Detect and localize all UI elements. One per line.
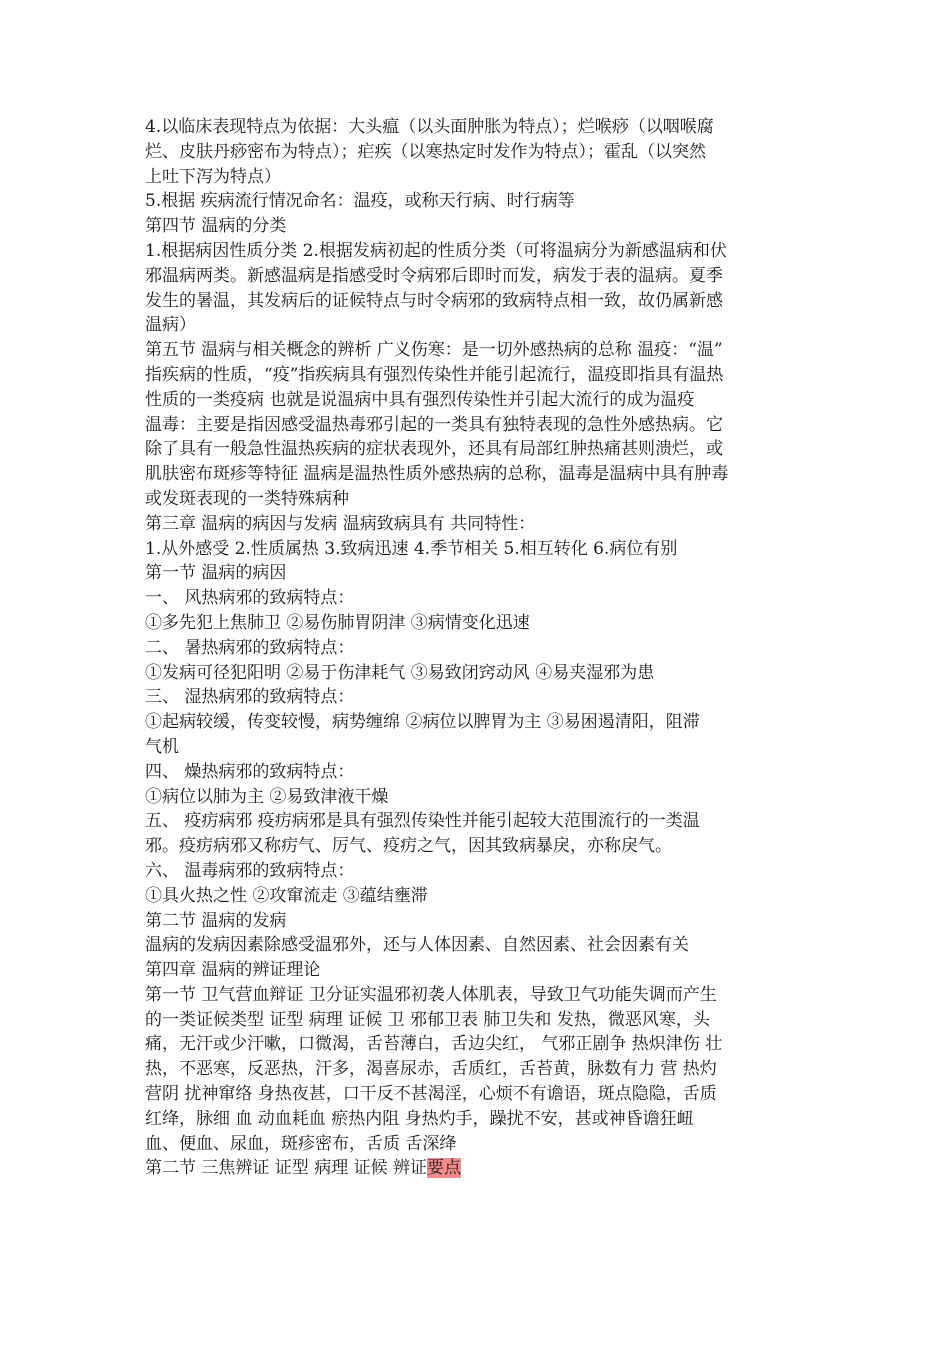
text-line: ①多先犯上焦肺卫 ②易伤肺胃阴津 ③病情变化迅速 <box>145 612 530 633</box>
text-line: 气机 <box>145 736 179 757</box>
text-line: 血、便血、尿血，斑疹密布，舌质 舌深绛 <box>145 1133 457 1154</box>
text-line: ①起病较缓，传变较慢，病势缠绵 ②病位以脾胃为主 ③易困遏清阳，阻滞 <box>145 712 700 733</box>
text-line: 性质的一类疫病 也就是说温病中具有强烈传染性并引起大流行的成为温疫 <box>145 389 695 410</box>
text-line: 热，不恶寒，反恶热，汗多，渴喜尿赤，舌质红，舌苔黄，脉数有力 营 热灼 <box>145 1059 717 1080</box>
text-line: 第五节 温病与相关概念的辨析 广义伤寒：是一切外感热病的总称 温疫：“温” <box>145 340 723 361</box>
text-line: ①具火热之性 ②攻窜流走 ③蕴结壅滞 <box>145 885 428 906</box>
text-line: 发生的暑温，其发病后的证候特点与时令病邪的致病特点相一致，故仍属新感 <box>145 290 723 311</box>
text-line: 三、 湿热病邪的致病特点： <box>145 687 355 708</box>
text-line: 一、 风热病邪的致病特点： <box>145 588 355 609</box>
text-line: 温病） <box>145 315 196 336</box>
text-line: 邪温病两类。新感温病是指感受时令病邪后即时而发，病发于表的温病。夏季 <box>145 265 723 286</box>
text-line: 第四节 温病的分类 <box>145 216 287 237</box>
text-line: 5.根据 疾病流行情况命名：温疫，或称天行病、时行病等 <box>145 191 575 212</box>
last-line-text: 第二节 三焦辨证 证型 病理 证候 辨证 <box>145 1158 428 1179</box>
text-line: 四、 燥热病邪的致病特点： <box>145 761 355 782</box>
text-line: 4.以临床表现特点为依据：大头瘟（以头面肿胀为特点）；烂喉痧（以咽喉腐 <box>145 117 714 137</box>
text-line: 痛，无汗或少汗嗽，口微渴，舌苔薄白，舌边尖红， 气邪正剧争 热炽津伤 壮 <box>145 1034 723 1055</box>
text-line: 1.根据病因性质分类 2.根据发病初起的性质分类（可将温病分为新感温病和伏 <box>145 240 727 261</box>
text-line: 第一节 温病的病因 <box>145 563 287 584</box>
text-line: 邪。疫疠病邪又称疠气、厉气、疫疠之气，因其致病暴戾，亦称戾气。 <box>145 836 672 857</box>
text-line: 除了具有一般急性温热疾病的症状表现外，还具有局部红肿热痛甚则溃烂，或 <box>145 439 723 460</box>
text-line: 指疾病的性质，“疫”指疾病具有强烈传染性并能引起流行，温疫即指具有温热 <box>145 364 724 385</box>
text-line: 温毒：主要是指因感受温热毒邪引起的一类具有独特表现的急性外感热病。它 <box>145 414 723 435</box>
text-line: 第二节 温病的发病 <box>145 910 287 931</box>
text-line-last <box>145 1156 810 1181</box>
highlighted-text: 要点 <box>427 1158 462 1179</box>
text-line: 红绛，脉细 血 动血耗血 瘀热内阻 身热灼手，躁扰不安，甚或神昏谵狂衄 <box>145 1108 694 1129</box>
text-line: ①病位以肺为主 ②易致津液干燥 <box>145 786 389 807</box>
text-line: 二、 暑热病邪的致病特点： <box>145 637 355 658</box>
text-line: 第四章 温病的辨证理论 <box>145 960 321 981</box>
text-line: 第一节 卫气营血辩证 卫分证实温邪初袭人体肌表，导致卫气功能失调而产生 <box>145 984 717 1005</box>
text-line: 六、 温毒病邪的致病特点： <box>145 860 355 881</box>
document-page <box>145 115 810 1181</box>
text-line: 的一类证候类型 证型 病理 证候 卫 邪郁卫表 肺卫失和 发热，微恶风寒，头 <box>145 1009 710 1030</box>
text-line: 烂、皮肤丹痧密布为特点）；疟疾（以寒热定时发作为特点）；霍乱（以突然 <box>145 141 706 162</box>
text-line: 肌肤密布斑疹等特征 温病是温热性质外感热病的总称，温毒是温病中具有肿毒 <box>145 464 729 485</box>
text-line: 营阴 扰神窜络 身热夜甚，口干反不甚渴淫，心烦不有谵语，斑点隐隐，舌质 <box>145 1084 717 1105</box>
text-body <box>145 115 810 1156</box>
text-line: ①发病可径犯阳明 ②易于伤津耗气 ③易致闭窍动风 ④易夹湿邪为患 <box>145 662 655 683</box>
text-line: 1.从外感受 2.性质属热 3.致病迅速 4.季节相关 5.相互转化 6.病位有别 <box>145 538 678 559</box>
text-line: 第三章 温病的病因与发病 温病致病具有 共同特性： <box>145 513 536 534</box>
text-line: 上吐下泻为特点） <box>145 166 281 187</box>
text-line: 温病的发病因素除感受温邪外，还与人体因素、自然因素、社会因素有关 <box>145 935 689 956</box>
text-line: 五、 疫疠病邪 疫疠病邪是具有强烈传染性并能引起较大范围流行的一类温 <box>145 811 700 832</box>
text-line: 或发斑表现的一类特殊病种 <box>145 488 349 509</box>
